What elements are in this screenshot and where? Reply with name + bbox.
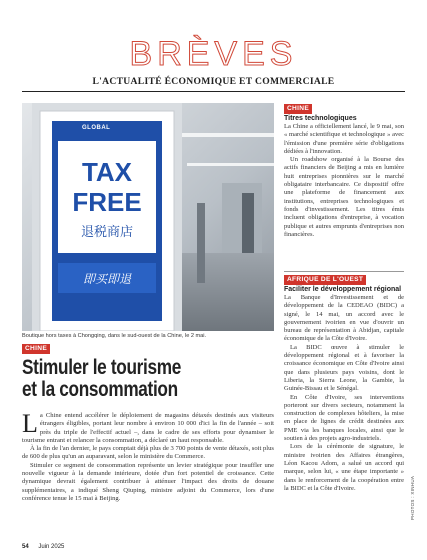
headline-line-2: et la consommation <box>22 378 178 401</box>
tax-free-photo <box>22 103 274 331</box>
paragraph-text: a Chine entend accélérer le déploiement de magasins détaxés destinés aux visiteurs étrangers éligibles, portant leur nombre à environ 10 000 d'ici la fin de l'année – soit près du triple de l'effectif actuel –, dans le cadre de ses efforts pour dynamiser le tourisme entrant et relancer la consommation, a déclaré un haut responsable. <box>22 412 274 444</box>
brief-paragraph: La Chine a officiellement lancé, le 9 mai, son « marché scientifique et technologique » avec l'émission d'une première série d'obligations dédiées à l'innovation. <box>284 123 404 155</box>
article-paragraph: À la fin de l'an dernier, le pays comptait déjà plus de 3 700 points de vente détaxés, soit plus de 600 de plus qu'un an auparavant, selon le ministère du Commerce. <box>22 445 274 461</box>
sign-chinese: 退税商店 <box>80 225 133 240</box>
brief1 <box>284 114 404 239</box>
brief-paragraph: Lors de la cérémonie de signature, le ministre ivoirien des Affaires étrangères, Léon Kacou Adom, a salué un accord qui marque, selon lui, « une étape importante » dans le renforcement de la coopération entre la BIDC et la Côte d'Ivoire. <box>284 443 404 492</box>
column-divider <box>284 271 404 272</box>
main-article-tag: CHINE <box>22 344 50 354</box>
section-title: BRÈVES <box>129 35 298 73</box>
page-number: 54 <box>22 544 29 550</box>
brief2-tag: AFRIQUE DE L'OUEST <box>284 275 366 285</box>
sign-tax: TAX <box>81 157 133 187</box>
brief2 <box>284 285 404 493</box>
photo-credit: PHOTOS : XINHUA <box>410 475 415 520</box>
brief1-body <box>284 123 404 239</box>
headline-line-1: Stimuler le tourisme <box>22 356 181 379</box>
section-masthead <box>0 36 427 72</box>
article-paragraph <box>22 409 274 445</box>
sign-chinese-banner: 即买即退 <box>82 272 131 286</box>
brief1-title: Titres technologiques <box>284 115 357 122</box>
dropcap: L <box>22 409 38 438</box>
sign-free: FREE <box>72 187 142 217</box>
brief1-tag: CHINE <box>284 104 312 114</box>
brief-paragraph: La BIDC œuvre à stimuler le développement régional et à favoriser la croissance économique en Côte d'Ivoire ainsi que dans plusieurs pays voisins, dont le Liberia, la Sierra Leone, la Gambie, la Guinée-Bissau et le Sénégal. <box>284 343 404 393</box>
sign-logo: GLOBAL <box>82 125 111 131</box>
brief-paragraph: La Banque d'Investissement et de développement de la CEDEAO (BIDC) a signé, le 14 mai, un accord avec le gouvernement ivoirien en vue d'ouvrir un bureau de représentation à Abidjan, capitale économique de la Côte d'Ivoire. <box>284 294 404 343</box>
photo-caption: Boutique hors taxes à Chongqing, dans le sud-ouest de la Chine, le 2 mai. <box>22 333 207 339</box>
article-paragraph: Stimuler ce segment de consommation représente un levier stratégique pour insuffler une nouvelle vigueur à la demande intérieure, dotée d'un fort potentiel de croissance. Cette dynamique devrait également contribuer à atténuer l'impact des droits de douane supplémentaires, a indiqué Sheng Qiuping, ministre adjoint du Commerce, lors d'une conférence tenue le 15 mai à Beijing. <box>22 461 274 502</box>
brief2-body <box>284 294 404 493</box>
issue-date: Juin 2025 <box>38 544 65 550</box>
brief2-title: Faciliter le développement régional <box>284 286 402 293</box>
main-article-body <box>22 409 274 503</box>
brief-paragraph: Un roadshow organisé à la Bourse des actifs financiers de Beijing a mis en lumière huit entreprises pionnières sur le marché obligataire interbancaire. Ce dispositif offre une plateforme de financement aux institutions, entreprises technologiques et fonds d'investissement. Les titres émis incluent obligations d'entreprise, à vocation publique et autres emprunts d'entreprises non financières. <box>284 156 404 238</box>
brief-paragraph: En Côte d'Ivoire, ses interventions porteront sur divers secteurs, notamment la construction de complexes hôteliers, la mise en place de lignes de crédit destinées aux PME via les banques locales, ainsi que le soutien à des projets agro-industriels. <box>284 393 404 443</box>
page-footer <box>22 544 64 550</box>
section-subtitle: L'ACTUALITÉ ÉCONOMIQUE ET COMMERCIALE <box>22 76 405 92</box>
main-headline <box>22 357 227 401</box>
